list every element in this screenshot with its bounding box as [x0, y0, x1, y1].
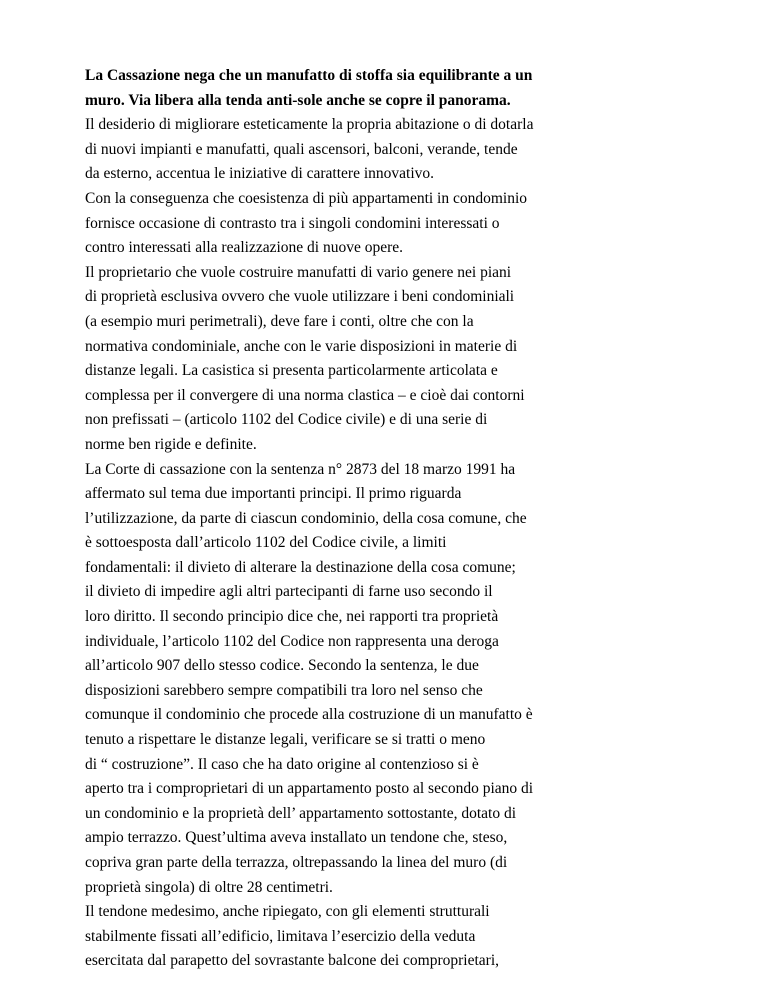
body-line: disposizioni sarebbero sempre compatibili tra loro nel senso che [85, 681, 483, 699]
body-line: ampio terrazzo. Quest’ultima aveva installato un tendone che, steso, [85, 829, 508, 847]
title-line-2: muro. Via libera alla tenda anti-sole anche se copre il panorama. [85, 91, 511, 109]
body-line: di proprietà esclusiva ovvero che vuole utilizzare i beni condominiali [85, 288, 515, 306]
body-line: contro interessati alla realizzazione di nuove opere. [85, 239, 404, 257]
body-line: fornisce occasione di contrasto tra i singoli condomini interessati o [85, 214, 500, 232]
body-line: Il desiderio di migliorare esteticamente la propria abitazione o di dotarla [85, 116, 534, 134]
body-line: esercitata dal parapetto del sovrastante balcone dei comproprietari, [85, 952, 500, 970]
title-line-1: La Cassazione nega che un manufatto di stoffa sia equilibrante a un [85, 67, 533, 84]
body-line: all’articolo 907 dello stesso codice. Secondo la sentenza, le due [85, 657, 479, 675]
body-line: Il proprietario che vuole costruire manufatti di vario genere nei piani [85, 263, 512, 281]
body-line: di nuovi impianti e manufatti, quali ascensori, balconi, verande, tende [85, 140, 518, 158]
body-line: stabilmente fissati all’edificio, limitava l’esercizio della veduta [85, 927, 476, 945]
body-line: l’utilizzazione, da parte di ciascun condominio, della cosa comune, che [85, 509, 527, 527]
body-line: La Corte di cassazione con la sentenza n° 2873 del 18 marzo 1991 ha [85, 460, 516, 478]
body-line: normativa condominiale, anche con le varie disposizioni in materie di [85, 337, 518, 355]
body-line: un condominio e la proprietà dell’ appartamento sottostante, dotato di [85, 804, 517, 822]
body-line: tenuto a rispettare le distanze legali, verificare se si tratti o meno [85, 731, 486, 749]
body-line: copriva gran parte della terrazza, oltrepassando la linea del muro (di [85, 854, 508, 871]
body-line: Il tendone medesimo, anche ripiegato, con gli elementi strutturali [85, 903, 490, 921]
body-line: affermato sul tema due importanti principi. Il primo riguarda [85, 485, 462, 503]
body-line: distanze legali. La casistica si presenta particolarmente articolata e [85, 362, 498, 380]
body-line: proprietà singola) di oltre 28 centimetri. [85, 878, 333, 896]
document-page [85, 64, 705, 974]
document-body [85, 113, 705, 974]
body-line: da esterno, accentua le iniziative di carattere innovativo. [85, 165, 435, 183]
body-line: fondamentali: il divieto di alterare la destinazione della cosa comune; [85, 558, 516, 576]
body-line: individuale, l’articolo 1102 del Codice non rappresenta una deroga [85, 632, 499, 650]
body-line: Con la conseguenza che coesistenza di più appartamenti in condominio [85, 189, 528, 207]
body-line: è sottoesposta dall’articolo 1102 del Codice civile, a limiti [85, 534, 447, 552]
body-line: norme ben rigide e definite. [85, 435, 257, 453]
body-line: loro diritto. Il secondo principio dice che, nei rapporti tra proprietà [85, 608, 499, 626]
body-line: complessa per il convergere di una norma clastica – e cioè dai contorni [85, 386, 525, 404]
body-line: non prefissati – (articolo 1102 del Codice civile) e di una serie di [85, 411, 488, 429]
body-line: aperto tra i comproprietari di un appartamento posto al secondo piano di [85, 780, 534, 798]
body-line: di “ costruzione”. Il caso che ha dato origine al contenzioso si è [85, 755, 479, 773]
body-line: comunque il condominio che procede alla costruzione di un manufatto è [85, 706, 533, 724]
body-line: il divieto di impedire agli altri partecipanti di farne uso secondo il [85, 583, 493, 601]
body-line: (a esempio muri perimetrali), deve fare i conti, oltre che con la [85, 312, 474, 330]
